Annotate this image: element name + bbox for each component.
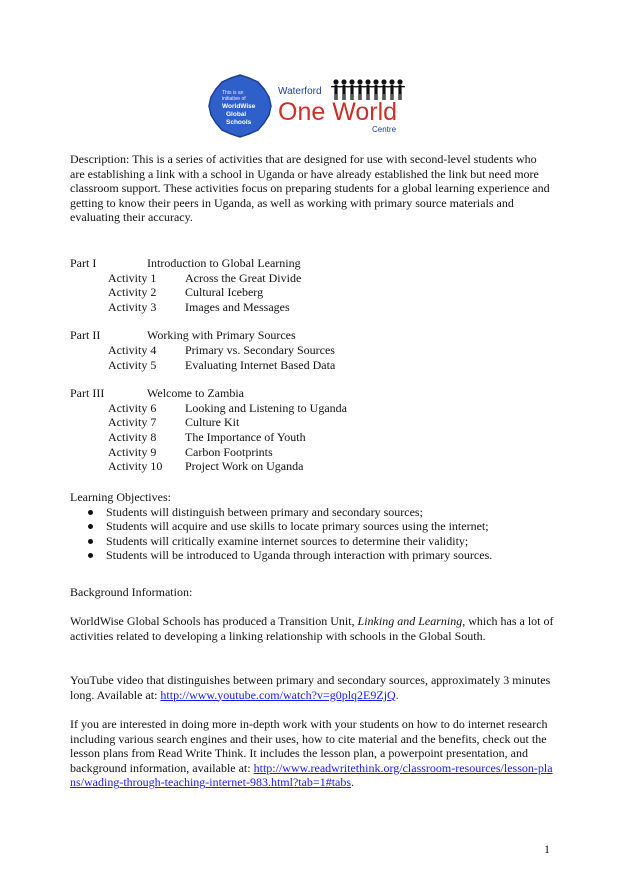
list-item: [70, 519, 554, 534]
list-item: [70, 534, 554, 549]
activity-title: Primary vs. Secondary Sources: [185, 342, 335, 357]
objectives-list: [70, 505, 554, 563]
background-p2-end: .: [395, 687, 399, 702]
activity-number: Activity 9: [108, 444, 157, 459]
activity-title: Across the Great Divide: [185, 270, 302, 285]
activity-row: [70, 415, 554, 430]
activity-title: Looking and Listening to Uganda: [185, 400, 347, 415]
list-item: [70, 548, 554, 563]
ow-logo-one-world: One World: [278, 98, 398, 126]
activity-title: Carbon Footprints: [185, 444, 273, 459]
part-heading: [70, 386, 554, 401]
part-title: Introduction to Global Learning: [147, 256, 301, 270]
activity-row: [70, 430, 554, 445]
activity-title: Images and Messages: [185, 299, 290, 314]
page-number: 1: [544, 842, 550, 856]
list-item: [70, 505, 554, 520]
ow-logo-waterford: Waterford: [278, 86, 322, 97]
activity-number: Activity 10: [108, 459, 163, 474]
objective-text: Students will acquire and use skills to locate primary sources using the internet;: [106, 519, 489, 534]
bullet-icon: [88, 539, 93, 544]
background-p3-end: .: [351, 775, 355, 790]
wws-logo-line-4: Global: [226, 111, 247, 118]
objective-text: Students will be introduced to Uganda through interaction with primary sources.: [106, 548, 493, 563]
part-label: Part III: [70, 386, 105, 401]
activity-row: [70, 300, 554, 315]
activities-outline: [70, 256, 554, 474]
activity-number: Activity 8: [108, 429, 157, 444]
activity-title: Evaluating Internet Based Data: [185, 357, 336, 372]
activity-row: [70, 271, 554, 286]
part-heading: [70, 256, 554, 271]
activity-row: [70, 459, 554, 474]
background-heading: Background Information:: [70, 585, 193, 599]
activity-number: Activity 1: [108, 270, 157, 285]
objective-text: Students will critically examine internet sources to determine their validity;: [106, 533, 469, 548]
waterford-one-world-centre-logo: [276, 74, 416, 140]
learning-objectives: [70, 490, 554, 563]
background-p1-text-end: , which has a lot of activities related to developing a linking relationship with schools in the Global South.: [70, 614, 554, 643]
part-title: Working with Primary Sources: [147, 328, 296, 343]
activity-number: Activity 3: [108, 299, 157, 314]
activity-number: Activity 5: [108, 357, 157, 372]
youtube-link[interactable]: http://www.youtube.com/watch?v=g0plq2E9ZjQ: [160, 687, 396, 702]
description-paragraph: [70, 152, 554, 225]
activity-row: [70, 445, 554, 460]
activity-row: [70, 343, 554, 358]
activity-title: The Importance of Youth: [185, 429, 306, 444]
activity-number: Activity 7: [108, 415, 157, 430]
activity-number: Activity 6: [108, 400, 157, 415]
bullet-icon: [88, 524, 93, 529]
wws-logo-line-2: initiative of: [222, 96, 246, 102]
bullet-icon: [88, 553, 93, 558]
activity-number: Activity 2: [108, 285, 157, 300]
part-title: Welcome to Zambia: [147, 386, 244, 401]
people-chain-icon: [331, 79, 405, 100]
worldwise-global-schools-logo: [208, 74, 272, 138]
background-p1-text: WorldWise Global Schools has produced a Transition Unit,: [70, 614, 358, 628]
background-paragraph-1: [70, 614, 554, 643]
background-p2-text: YouTube video that distinguishes between primary and secondary sources, approximately 3 minutes long. Available at:: [70, 673, 551, 702]
description-text: Description: This is a series of activities that are designed for use with second-level students who are establishing a link with a school in Uganda or have already established the link but need more classroom support. These activities focus on preparing students for a global learning experience and getting to know their peers in Uganda, as well as working with primary source materials and evaluating their accuracy.: [70, 152, 550, 225]
background-paragraph-3: [70, 717, 554, 790]
background-paragraph-2: [70, 673, 554, 702]
ow-logo-centre: Centre: [372, 125, 397, 134]
linking-and-learning-title: Linking and Learning: [357, 614, 463, 628]
activity-row: [70, 358, 554, 373]
readwritethink-link[interactable]: http://www.readwritethink.org/classroom-resources/lesson-plans/wading-through-teaching-internet-983.html?tab=1#tabs: [70, 760, 553, 790]
activity-row: [70, 401, 554, 416]
objectives-heading: Learning Objectives:: [70, 490, 171, 504]
activity-row: [70, 285, 554, 300]
activity-title: Project Work on Uganda: [185, 459, 304, 474]
activity-title: Culture Kit: [185, 415, 240, 430]
objective-text: Students will distinguish between primary and secondary sources;: [106, 504, 423, 519]
background-p3-text: If you are interested in doing more in-depth work with your students on how to do internet research including various search engines and their uses, how to cite material and the benefits, check out the lesson plans from Read Write Think. It includes the lesson plan, a powerpoint presentation, and background information, available at:: [70, 717, 548, 775]
wws-logo-line-3: WorldWise: [222, 103, 256, 110]
part-heading: [70, 328, 554, 343]
part-label: Part I: [70, 256, 97, 270]
bullet-icon: [88, 510, 93, 515]
wws-logo-line-5: Schools: [226, 119, 252, 126]
activity-title: Cultural Iceberg: [185, 285, 264, 300]
part-label: Part II: [70, 328, 101, 343]
activity-number: Activity 4: [108, 342, 157, 357]
wws-logo-line-1: This is an: [222, 90, 244, 96]
